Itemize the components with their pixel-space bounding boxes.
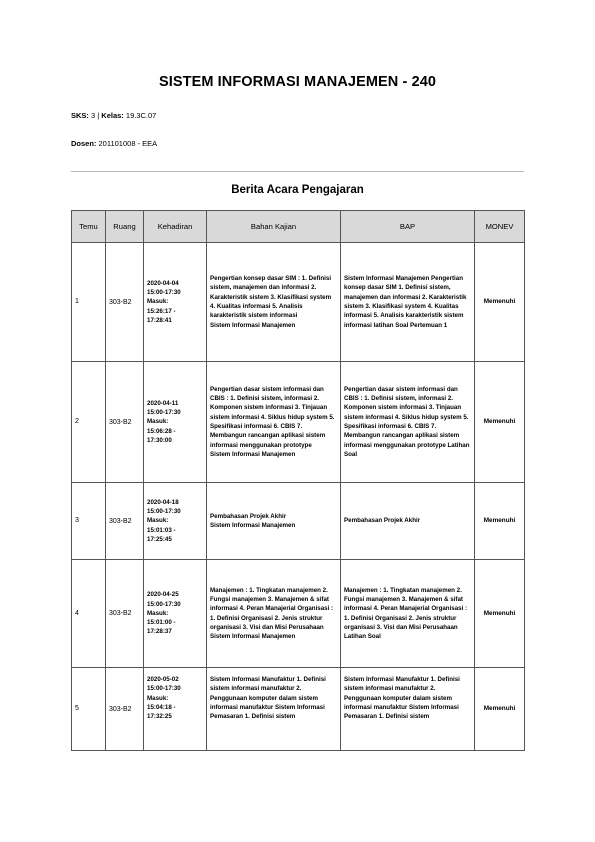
bahan-kajian-cell [207,560,341,668]
bahan-kajian-course: Sistem Informasi Manajemen [210,321,296,329]
kehadiran-in-time: 15:26:17 - [147,307,176,315]
dosen-label: Dosen: [71,139,97,148]
kehadiran-in-time: 15:01:00 - [147,619,176,627]
kehadiran-out-time: 17:32:25 [147,713,172,721]
temu-cell: 5 [72,668,106,751]
section-title: Berita Acara Pengajaran [231,184,364,196]
table-row [72,668,525,751]
temu-cell: 2 [72,362,106,483]
sks-label: SKS: [71,111,89,120]
kehadiran-date: 2020-04-18 [147,498,179,506]
kehadiran-cell [144,362,207,483]
teaching-report-table [71,210,525,751]
kehadiran-date: 2020-04-04 [147,279,179,287]
bahan-kajian-text: Pembahasan Projek Akhir [210,512,287,520]
bap-cell: Pengertian dasar sistem informasi dan CBIS : 1. Definisi sistem, informasi 2. Komponen sistem informasi 3. Tinjauan sistem informasi 4. Siklus hidup system 5. Spesifikasi informasi 6. CBIS 7. Membangun rancangan aplikasi sistem informasi menggunakan prototype Latihan Soal [341,362,475,483]
header-monev: MONEV [475,211,525,243]
dosen-value: 201101008 - EEA [96,139,158,148]
monev-cell: Memenuhi [475,362,525,483]
table-header-row [72,211,525,243]
bahan-kajian-cell [207,668,341,751]
monev-cell: Memenuhi [475,483,525,560]
kehadiran-date: 2020-05-02 [147,676,179,683]
bahan-kajian-text: Pengertian konsep dasar SIM : 1. Definisi sistem, manajemen dan informasi 2. Karakteristik sistem 3. Klasifikasi system 4. Kualitas informasi 5. Analisis karakteristik sistem informasi [210,275,332,320]
kehadiran-date: 2020-04-25 [147,591,179,599]
kehadiran-cell [144,483,207,560]
kehadiran-masuk-label: Masuk: [147,609,169,617]
kelas-label: Kelas: [101,111,124,120]
kehadiran-cell [144,668,207,751]
ruang-cell: 303-B2 [106,483,144,560]
kehadiran-cell [144,560,207,668]
header-ruang: Ruang [106,211,144,243]
kehadiran-out-time: 17:28:41 [147,316,172,324]
bahan-kajian-cell [207,483,341,560]
bahan-kajian-cell [207,362,341,483]
kehadiran-out-time: 17:25:45 [147,535,172,543]
bap-cell: Sistem Informasi Manajemen Pengertian konsep dasar SIM 1. Definisi sistem, manajemen dan informasi 2. Karakteristik sistem 3. Klasifikasi system 4. Kualitas informasi 5. Analisis karakteristik sistem informasi latihan Soal Pertemuan 1 [341,243,475,362]
monev-cell: Memenuhi [475,668,525,751]
kehadiran-masuk-label: Masuk: [147,298,169,306]
kehadiran-out-time: 17:30:00 [147,436,172,444]
header-kehadiran: Kehadiran [144,211,207,243]
bap-cell: Pembahasan Projek Akhir [341,483,475,560]
page-title: SISTEM INFORMASI MANAJEMEN - 240 [158,74,437,90]
temu-cell: 1 [72,243,106,362]
bahan-kajian-course: Sistem Informasi Manajemen [210,633,296,641]
ruang-cell: 303-B2 [106,560,144,668]
kehadiran-masuk-label: Masuk: [147,517,169,525]
kehadiran-in-time: 15:06:28 - [147,427,176,435]
lecturer-meta [71,139,157,148]
ruang-cell: 303-B2 [106,243,144,362]
kehadiran-in-time: 15:04:18 - [147,703,176,711]
kehadiran-schedule: 15:00-17:30 [147,600,181,608]
bahan-kajian-text: Sistem Informasi Manufaktur 1. Definisi sistem informasi manufaktur 2. Penggunaan komputer dalam sistem informasi manufaktur Sistem Informasi Pemasaran 1. Definisi sistem [210,676,326,721]
kehadiran-date: 2020-04-11 [147,399,179,407]
kehadiran-masuk-label: Masuk: [147,418,169,426]
header-temu: Temu [72,211,106,243]
kehadiran-masuk-label: Masuk: [147,694,169,702]
ruang-cell: 303-B2 [106,668,144,751]
ruang-cell: 303-B2 [106,362,144,483]
sks-value: 3 | [88,111,102,120]
temu-cell: 4 [72,560,106,668]
bahan-kajian-course: Sistem Informasi Manajemen [210,450,296,458]
bahan-kajian-text: Pengertian dasar sistem informasi dan CBIS : 1. Definisi sistem, informasi 2. Komponen sistem informasi 3. Tinjauan sistem informasi 4. Siklus hidup system 5. Spesifikasi informasi 6. CBIS 7. Membangun rancangan aplikasi sistem informasi menggunakan prototype [210,385,335,449]
table-row [72,362,525,483]
kehadiran-cell [144,243,207,362]
kehadiran-out-time: 17:28:37 [147,628,172,636]
bahan-kajian-text: Manajemen : 1. Tingkatan manajemen 2. Fungsi manajemen 3. Manajemen & sifat informasi 4. Peran Manajerial Organisasi : 1. Definisi Organisasi 2. Jenis struktur organisasi 3. Visi dan Misi Perusahaan [210,586,334,631]
monev-cell: Memenuhi [475,560,525,668]
temu-cell: 3 [72,483,106,560]
divider [71,171,524,172]
kehadiran-schedule: 15:00-17:30 [147,685,181,693]
kelas-value: 19.3C.07 [123,111,157,120]
kehadiran-schedule: 15:00-17:30 [147,289,181,297]
table-row [72,483,525,560]
kehadiran-schedule: 15:00-17:30 [147,508,181,516]
kehadiran-in-time: 15:01:03 - [147,526,176,534]
monev-cell: Memenuhi [475,243,525,362]
kehadiran-schedule: 15:00-17:30 [147,409,181,417]
header-bahan-kajian: Bahan Kajian [207,211,341,243]
bap-cell: Sistem Informasi Manufaktur 1. Definisi sistem informasi manufaktur 2. Penggunaan komputer dalam sistem informasi manufaktur Sistem Informasi Pemasaran 1. Definisi sistem [341,668,475,751]
table-row [72,560,525,668]
table-row [72,243,525,362]
bap-cell: Manajemen : 1. Tingkatan manajemen 2. Fungsi manajemen 3. Manajemen & sifat informasi 4. Peran Manajerial Organisasi : 1. Definisi Organisasi 2. Jenis struktur organisasi 3. Visi dan Misi Perusahaan Latihan Soal [341,560,475,668]
bahan-kajian-cell [207,243,341,362]
header-bap: BAP [341,211,475,243]
bahan-kajian-course: Sistem Informasi Manajemen [210,522,296,529]
course-meta [71,111,156,120]
